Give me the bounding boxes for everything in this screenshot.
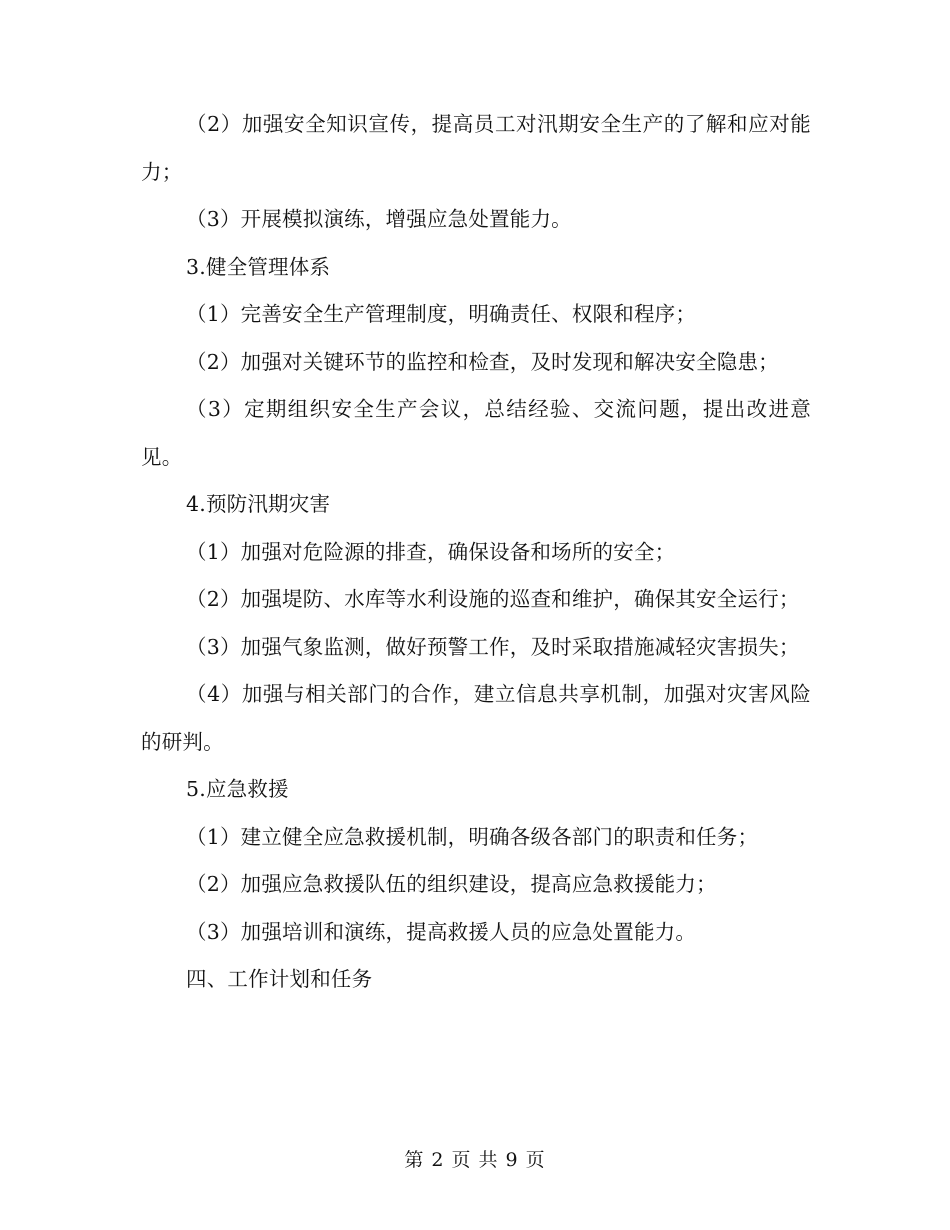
paragraph-12: （3）加强培训和演练，提高救援人员的应急处置能力。 <box>186 919 697 944</box>
page-number-label: 第 2 页 共 9 页 <box>404 1149 546 1171</box>
paragraph-4: （2）加强对关键环节的监控和检查，及时发现和解决安全隐患； <box>186 349 779 374</box>
paragraph-9: （4）加强与相关部门的合作，建立信息共享机制，加强对灾害风险的研判。 <box>141 682 811 754</box>
paragraph-1: （2）加强安全知识宣传，提高员工对汛期安全生产的了解和应对能力； <box>141 112 811 184</box>
paragraph-6: （1）加强对危险源的排查，确保设备和场所的安全； <box>186 539 676 564</box>
section-heading-4: 4.预防汛期灾害 <box>186 492 331 516</box>
paragraph-11: （2）加强应急救援队伍的组织建设，提高应急救援能力； <box>186 872 717 896</box>
paragraph-10: （1）建立健全应急救援机制，明确各级各部门的职责和任务； <box>186 824 759 849</box>
page-footer <box>0 1146 950 1174</box>
paragraph-8: （3）加强气象监测，做好预警工作，及时采取措施减轻灾害损失； <box>186 634 800 659</box>
paragraph-5: （3）定期组织安全生产会议，总结经验、交流问题，提出改进意见。 <box>141 397 811 469</box>
paragraph-7: （2）加强堤防、水库等水利设施的巡查和维护，确保其安全运行； <box>186 587 800 611</box>
paragraph-2: （3）开展模拟演练，增强应急处置能力。 <box>186 207 572 231</box>
document-body <box>141 101 811 1004</box>
chapter-heading-4: 四、工作计划和任务 <box>186 967 373 991</box>
section-heading-5: 5.应急救援 <box>186 777 289 801</box>
paragraph-3: （1）完善安全生产管理制度，明确责任、权限和程序； <box>186 302 697 326</box>
section-heading-3: 3.健全管理体系 <box>186 254 331 279</box>
